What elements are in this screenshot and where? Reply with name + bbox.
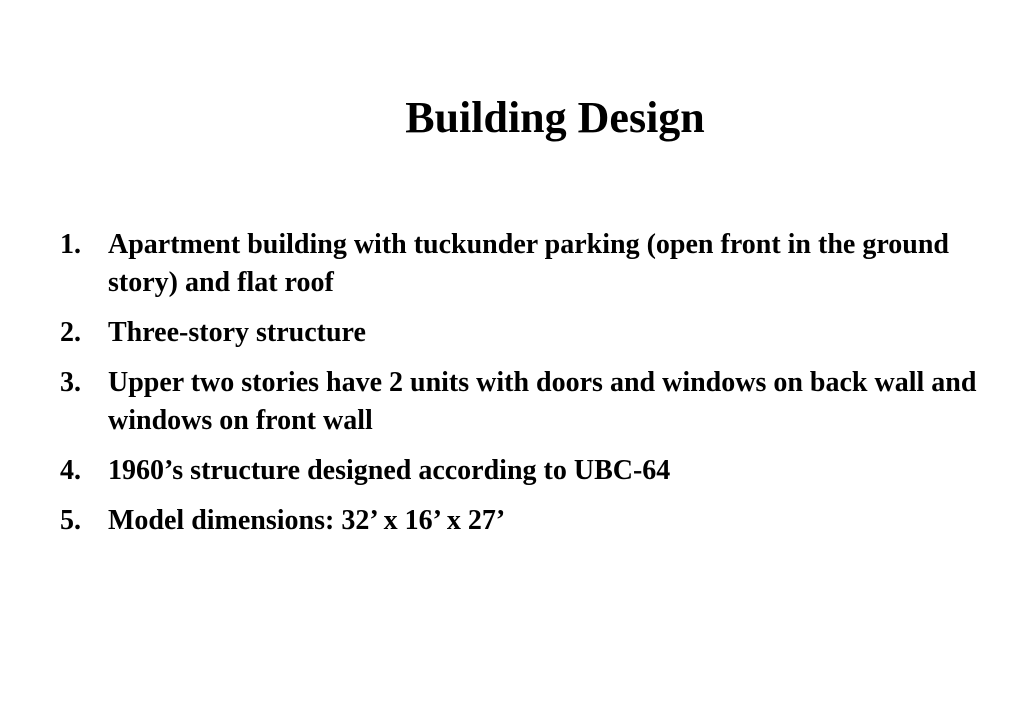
list-item [60,364,990,440]
list-item-number: 3. [60,367,81,398]
list-item-text: Model dimensions: 32’ x 16’ x 27’ [108,505,506,536]
list-item [60,452,990,490]
list-item-number: 5. [60,505,81,536]
list-item [60,226,990,302]
list-item-text: Apartment building with tuckunder parking (open front in the ground story) and flat roof [108,229,949,298]
list-item-number: 4. [60,455,81,486]
list-item [60,314,990,352]
list-item-number: 1. [60,229,81,260]
list-item-text: 1960’s structure designed according to UBC-64 [108,455,671,486]
list-item-text: Upper two stories have 2 units with doors and windows on back wall and windows on front wall [108,367,977,436]
slide-title: Building Design [405,93,705,142]
list-item-number: 2. [60,317,81,348]
bullet-list [60,226,990,552]
list-item [60,502,990,540]
list-item-text: Three-story structure [108,317,366,348]
